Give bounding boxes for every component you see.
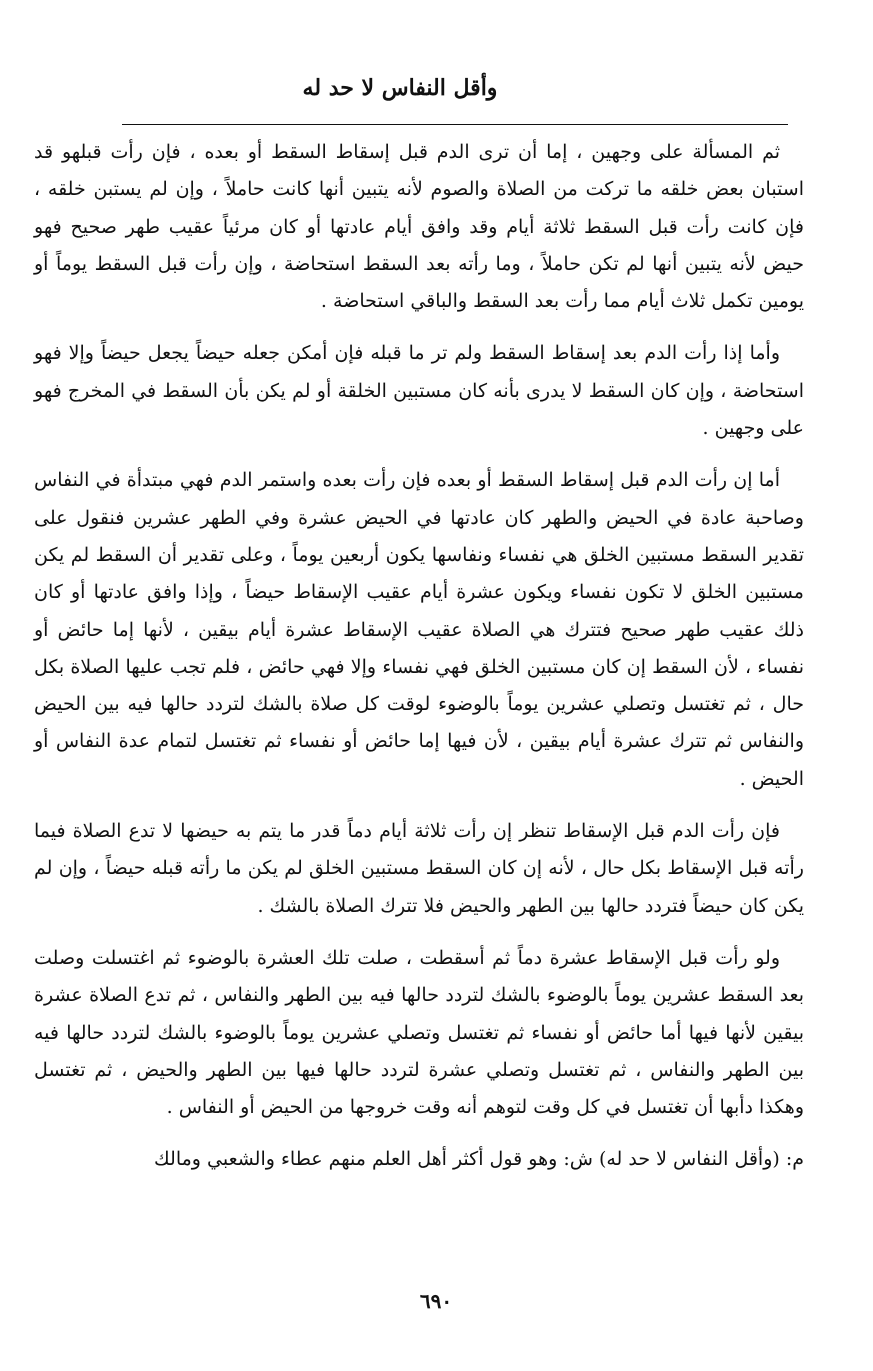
paragraph: وأما إذا رأت الدم بعد إسقاط السقط ولم تر ما قبله فإن أمكن جعله حيضاً يجعل حيضاً وإلا فهو استحاضة ، وإن كان السقط لا يدرى بأنه كان مستبين الخلقة أو لم يكن بأن السقط في المخرج فهو على وجهين .: [34, 342, 804, 440]
paragraph: ثم المسألة على وجهين ، إما أن ترى الدم قبل إسقاط السقط أو بعده ، فإن رأت قبلهو قد استبان بعض خلقه ما تركت من الصلاة والصوم لأنه يتبين أنها كانت حاملاً ، وإن لم يستبن خلقه ، فإن كانت رأت قبل السقط ثلاثة أيام وقد وافق أيام عادتها أو كان مرئياً عقيب طهر صحيح فهو حيض لأنه يتبين أنها لم تكن حاملاً ، وما رأته بعد السقط استحاضة ، وإن رأت قبل السقط يوماً أو يومين تكمل ثلاث أيام مما رأت بعد السقط والباقي استحاضة .: [34, 141, 804, 313]
paragraph: فإن رأت الدم قبل الإسقاط تنظر إن رأت ثلاثة أيام دماً قدر ما يتم به حيضها لا تدع الصلاة فيما رأته قبل الإسقاط بكل حال ، لأنه إن كان السقط مستبين الخلق لم يكن ما رأته قبله حيضاً ، وإن لم يكن كان حيضاً فتردد حالها بين الطهر والحيض فلا تترك الصلاة بالشك .: [34, 820, 804, 917]
header-rule: [122, 124, 788, 125]
page-number: ٦٩٠: [419, 1289, 453, 1313]
paragraph: ولو رأت قبل الإسقاط عشرة دماً ثم أسقطت ، صلت تلك العشرة بالوضوء ثم اغتسلت وصلت بعد السقط عشرين يوماً بالوضوء بالشك لتردد حالها فيه بين الطهر والنفاس ، ثم تدع الصلاة عشرة بيقين لأنها فيها أما حائض أو نفساء ثم تغتسل وتصلي عشرين يوماً بالوضوء بالشك لتردد حالها فيه بين الطهر والنفاس ، ثم تغتسل وتصلي عشرة لتردد حالها فيها بين الطهر والحيض ، ثم تغتسل وهكذا دأبها أن تغتسل في كل وقت لتوهم أنه وقت خروجها من الحيض أو النفاس .: [34, 946, 804, 1119]
running-head: وأقل النفاس لا حد له: [302, 75, 498, 101]
matn-sharh-line: م: (وأقل النفاس لا حد له) ش: وهو قول أكثر أهل العلم منهم عطاء والشعبي ومالك: [154, 1148, 804, 1171]
paragraph: أما إن رأت الدم قبل إسقاط السقط أو بعده فإن رأت بعده واستمر الدم فهي مبتدأة في النفاس وصاحبة عادة في الحيض والطهر كان عادتها في الحيض عشرة وفي الطهر عشرين فنقول على تقدير السقط مستبين الخلق هي نفساء ونفاسها يكون أربعين يوماً ، وعلى تقدير أن السقط لم يكن مستبين الخلق لا تكون نفساء ويكون عشرة أيام عقيب الإسقاط حيضاً ، وإذا وافق عادتها أو كان ذلك عقيب طهر صحيح فتترك هي الصلاة عقيب الإسقاط عشرة أيام بيقين ، لأنها إما حائض أو نفساء ، لأن السقط إن كان مستبين الخلق فهي نفساء وإلا فهي حائض ، فلم تجب عليها الصلاة بكل حال ، ثم تغتسل وتصلي عشرين يوماً بالوضوء لوقت كل صلاة بالشك لتردد حالها فيه بين الحيض والنفاس ثم تترك عشرة أيام بيقين ، لأن فيها إما حائض أو نفساء ثم تغتسل لتمام عدة النفاس أو الحيض .: [34, 469, 804, 790]
main-text: [34, 134, 804, 1194]
